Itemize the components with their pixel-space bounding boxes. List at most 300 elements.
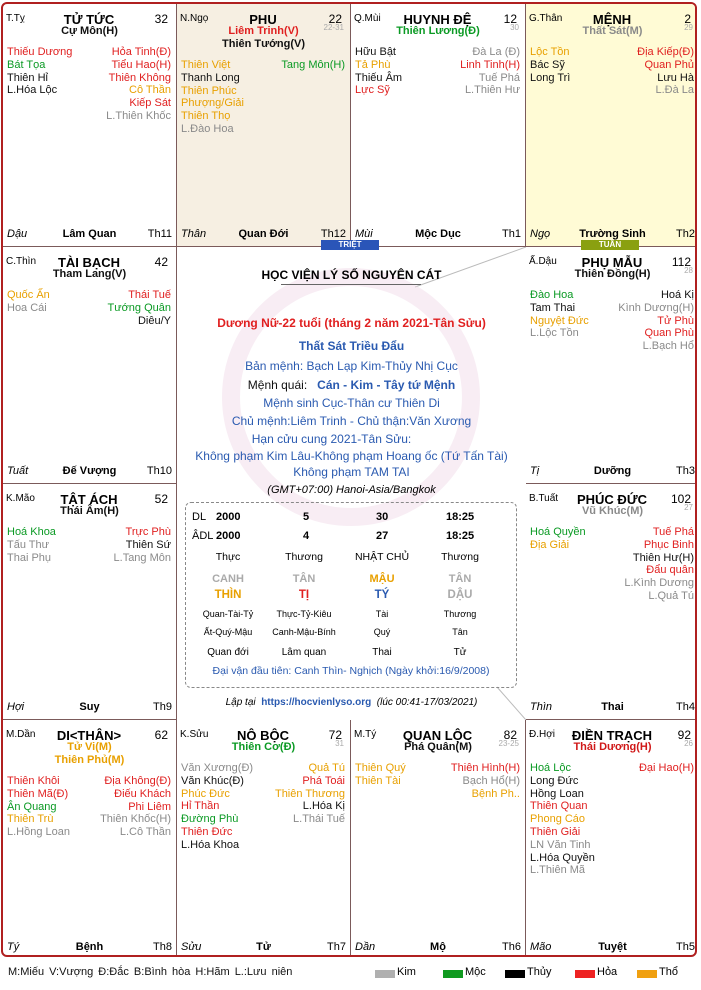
minor-star-right: Tướng Quân xyxy=(107,301,171,314)
palace-footer xyxy=(181,226,346,240)
month-label: Th4 xyxy=(676,701,695,713)
palace-di[interactable] xyxy=(3,720,177,957)
pillar-stages: Tử xyxy=(453,647,467,658)
palace-name: TÀI BẠCH xyxy=(57,255,121,270)
dl-day: 30 xyxy=(376,511,389,523)
palace-footer xyxy=(7,226,172,240)
stage-branch: Thìn xyxy=(530,701,553,713)
life-stage: Quan Đới xyxy=(238,228,289,240)
month-label: Th6 xyxy=(502,941,521,953)
pillar-hidden1: Thương xyxy=(443,609,477,619)
stage-branch: Tý xyxy=(7,941,20,953)
palace-header xyxy=(354,728,521,742)
minor-star-left: L.Hồng Loan xyxy=(7,826,70,839)
major-stars xyxy=(177,741,350,754)
palace-number: 102 xyxy=(670,492,691,506)
palace-no-boc[interactable] xyxy=(177,720,351,957)
pillar-pillars-hdr: NHẬT CHỦ xyxy=(354,551,410,563)
center-title: HỌC VIỆN LÝ SỐ NGUYÊN CÁT xyxy=(261,268,442,282)
palace-number: 22 xyxy=(328,12,342,26)
minor-star-right: Địa Kiếp(Đ) xyxy=(637,46,694,58)
palace-name: DI<THÂN> xyxy=(56,728,122,743)
stage-branch: Mùi xyxy=(355,228,373,240)
pillar-can: CANH xyxy=(212,573,244,585)
minor-star-left: Thiên Giải xyxy=(530,826,581,838)
branch-label: M.Tý xyxy=(354,729,377,740)
month-label: Th11 xyxy=(147,228,172,240)
palace-huynh-de[interactable] xyxy=(351,4,526,247)
branch-label: K.Sửu xyxy=(180,729,209,740)
branch-label: T.Tỵ xyxy=(6,13,25,24)
major-stars xyxy=(526,268,697,281)
legend-bar xyxy=(0,962,701,984)
palace-footer xyxy=(7,939,172,953)
minor-star-left: Tam Thai xyxy=(530,301,576,314)
major-star: Cự Môn(H) xyxy=(61,25,118,37)
minor-star-right: Thiên Khốc(H) xyxy=(100,813,171,826)
pillar-can: MẬU xyxy=(369,573,395,585)
dl-time: 18:25 xyxy=(446,511,475,523)
pillar-chi: DẬU xyxy=(447,589,473,601)
minor-star-left: Văn Khúc(Đ) xyxy=(181,774,244,787)
tuan-badge: TUẦN xyxy=(581,240,639,250)
minor-star-right: Phi Liêm xyxy=(128,800,171,813)
minor-star-left: L.Thiên Mã xyxy=(530,864,586,877)
minor-star-left: Lộc Tồn xyxy=(530,46,570,58)
minor-star-right: Lưu Hà xyxy=(657,71,694,84)
branch-label: N.Ngọ xyxy=(180,13,209,24)
age-range: 27 xyxy=(684,503,693,512)
palace-number: 72 xyxy=(328,728,342,742)
minor-star-left: Long Trì xyxy=(530,71,571,84)
major-stars xyxy=(351,741,525,754)
minor-star-left: Thiên Tài xyxy=(355,774,401,787)
pillar-can: TÂN xyxy=(448,573,472,585)
pillar-hidden2: Tân xyxy=(452,627,468,637)
branch-label: B.Tuất xyxy=(529,493,559,504)
minor-star-right: Thiên Thương xyxy=(274,787,345,800)
minor-star-right: Thiên Không xyxy=(108,71,171,84)
minor-star-right: L.Cô Thần xyxy=(119,826,171,839)
month-label: Th5 xyxy=(676,941,695,953)
pillar-chi: THÌN xyxy=(214,589,242,601)
palace-number: 2 xyxy=(684,12,691,26)
minor-star-left: Tấu Thư xyxy=(7,538,50,551)
palace-phu-mau[interactable] xyxy=(526,247,697,484)
minor-star-right: L.Hóa Kị xyxy=(302,800,345,813)
stage-branch: Ngọ xyxy=(530,228,551,240)
legend-swatch xyxy=(375,970,395,978)
minor-star-left: Hoá Lộc xyxy=(530,762,571,774)
minor-star-left: Hoá Khoa xyxy=(7,526,56,538)
palace-header xyxy=(529,12,695,26)
minor-star-left: L.Lộc Tồn xyxy=(530,327,579,340)
triet-badge: TRIỆT xyxy=(321,240,379,250)
minor-star-right: Bạch Hổ(H) xyxy=(462,774,520,787)
dl-label: DL xyxy=(192,511,207,523)
palace-phu[interactable] xyxy=(177,4,351,247)
pillar-hidden1: Thực-Tỷ-Kiêu xyxy=(276,609,332,619)
minor-star-right: L.Thiên Khốc xyxy=(106,110,171,122)
life-stage: Tuyệt xyxy=(598,941,627,953)
minor-star-right: Phục Binh xyxy=(643,538,694,551)
minor-star-left: Thai Phụ xyxy=(7,551,52,564)
minor-star-right: L.Kình Dương xyxy=(624,577,694,590)
footer-line xyxy=(177,697,526,708)
minor-star-right: Tuế Phá xyxy=(652,526,694,538)
month-label: Th7 xyxy=(327,941,346,953)
palace-name: QUAN LỘC xyxy=(402,728,473,743)
stage-branch: Hợi xyxy=(7,701,25,713)
lap-tai-label: Lập tại xyxy=(225,697,256,708)
minor-star-left: Văn Xương(Đ) xyxy=(181,762,254,774)
minor-star-right: L.Tang Môn xyxy=(113,551,171,564)
palace-menh[interactable] xyxy=(526,4,697,247)
palace-footer xyxy=(530,463,695,477)
palace-header xyxy=(354,12,521,26)
stage-branch: Sửu xyxy=(181,941,202,953)
minor-star-left: Long Đức xyxy=(530,774,579,787)
pillar-can: TÂN xyxy=(292,573,316,585)
minor-star-left: L.Hóa Lộc xyxy=(7,84,58,97)
palace-quan-loc[interactable] xyxy=(351,720,526,957)
major-star: Thất Sát(M) xyxy=(582,25,643,37)
minor-star-left: Thiên Quý xyxy=(355,762,406,774)
legend-label: Mộc xyxy=(465,966,486,978)
dl-year: 2000 xyxy=(216,511,241,523)
palace-name: PHỤ MẪU xyxy=(581,255,643,270)
ban-menh-line: Bản mệnh: Bạch Lạp Kim-Thủy Nhị Cục xyxy=(245,359,458,373)
major-star: Vũ Khúc(M) xyxy=(581,505,644,517)
center-panel xyxy=(177,247,526,720)
pillar-hidden2: Quý xyxy=(373,627,391,637)
month-label: Th10 xyxy=(146,465,172,477)
minor-star-right: Quả Tú xyxy=(308,762,345,774)
palace-name: TẬT ÁCH xyxy=(60,492,118,507)
minor-star-left: Thiên Phúc xyxy=(181,84,237,97)
minor-star-left: Lực Sỹ xyxy=(355,84,390,97)
palace-number: 32 xyxy=(154,12,168,26)
minor-star-left: Quốc Ấn xyxy=(7,289,50,301)
stage-branch: Thân xyxy=(181,228,207,240)
minor-star-left: L.Hóa Khoa xyxy=(181,838,240,851)
month-label: Th8 xyxy=(153,941,172,953)
minor-star-right: Quan Phù xyxy=(644,327,694,340)
palace-header xyxy=(6,255,172,269)
minor-star-left: Hoá Quyền xyxy=(530,526,586,538)
month-label: Th9 xyxy=(153,701,172,713)
major-star: Thiên Cơ(Đ) xyxy=(231,741,296,753)
age-range: 26 xyxy=(684,739,693,748)
legend-swatch xyxy=(575,970,595,978)
pillar-stages: Quan đới xyxy=(207,647,249,658)
major-stars xyxy=(526,25,697,38)
branch-label: Ấ.Dậu xyxy=(529,256,557,267)
palace-footer xyxy=(530,699,695,713)
minor-star-left: Thiên Quan xyxy=(530,800,588,813)
pillar-pillars-hdr: Thực xyxy=(215,551,241,563)
palace-name: NÔ BỘC xyxy=(237,728,289,743)
legend-label: Thủy xyxy=(527,966,552,978)
minor-star-left: Thiên Hỉ xyxy=(7,71,48,84)
life-stage: Tử xyxy=(256,941,271,953)
stage-branch: Mão xyxy=(530,941,552,953)
minor-star-left: Tả Phù xyxy=(355,58,391,71)
created-time: (lúc 00:41-17/03/2021) xyxy=(376,697,478,708)
major-stars xyxy=(3,268,176,281)
menh-quai-line xyxy=(177,378,526,392)
palace-footer xyxy=(530,226,695,240)
major-star: Tử Vi(M) xyxy=(67,741,112,753)
branch-label: Q.Mùi xyxy=(354,13,381,24)
major-star: Tham Lang(V) xyxy=(52,268,127,280)
palace-header xyxy=(180,728,346,742)
minor-star-left: Bát Tọa xyxy=(7,58,46,71)
month-label: Th12 xyxy=(320,228,346,240)
palace-footer xyxy=(355,226,521,240)
four-pillars xyxy=(186,551,516,661)
major-star: Thiên Lương(Đ) xyxy=(396,25,480,37)
dl-month: 5 xyxy=(303,511,310,523)
month-label: Th2 xyxy=(676,228,695,240)
minor-star-left: Phúc Đức xyxy=(181,787,230,800)
menh-quai-value: Cán - Kim - Tây tứ Mệnh xyxy=(317,378,456,392)
major-stars xyxy=(351,25,525,38)
han-cuu-cung-line: Hạn cửu cung 2021-Tân Sửu: xyxy=(251,432,412,446)
major-star: Thái Âm(H) xyxy=(60,505,119,517)
adl-month: 4 xyxy=(303,530,310,542)
palace-footer xyxy=(181,939,346,953)
chu-menh-line: Chủ mệnh:Liêm Trinh - Chủ thận:Văn Xương xyxy=(231,414,472,428)
minor-star-right: Cô Thần xyxy=(129,84,171,97)
palace-header xyxy=(529,255,695,269)
life-stage: Trường Sinh xyxy=(579,228,646,240)
adl-day: 27 xyxy=(376,530,389,542)
legend-swatch xyxy=(505,970,525,978)
minor-star-left: Địa Giải xyxy=(530,538,570,551)
palace-footer xyxy=(7,463,172,477)
major-star: Thiên Phủ(M) xyxy=(54,754,125,766)
pillar-hidden2: Ất-Quý-Mậu xyxy=(203,627,253,637)
legend-abbr: M:Miếu V:Vượng Đ:Đắc B:Bình hòa H:Hãm L.:Lưu niên xyxy=(8,966,293,978)
minor-star-left: Hoa Cái xyxy=(7,301,47,314)
minor-star-left: Bác Sỹ xyxy=(530,58,565,71)
month-label: Th3 xyxy=(676,465,695,477)
minor-star-right: Phá Toái xyxy=(302,774,345,787)
minor-star-right: Kiếp Sát xyxy=(129,97,171,110)
branch-label: K.Mão xyxy=(6,493,35,504)
life-stage: Lâm Quan xyxy=(62,228,117,240)
major-star: Thiên Tướng(V) xyxy=(222,38,305,50)
palace-tu-tuc[interactable] xyxy=(3,4,177,247)
minor-star-right: Đẩu quân xyxy=(646,564,694,577)
minor-star-left: Thiên Thọ xyxy=(181,110,231,123)
palace-header xyxy=(180,12,346,26)
major-stars xyxy=(526,505,697,518)
minor-star-right: L.Bạch Hổ xyxy=(642,340,694,353)
palace-header xyxy=(529,492,695,506)
month-label: Th1 xyxy=(502,228,521,240)
minor-star-right: Linh Tinh(H) xyxy=(460,58,520,71)
pillar-stages: Lâm quan xyxy=(281,647,327,658)
pillar-pillars-hdr: Thương xyxy=(441,551,479,563)
palace-number: 12 xyxy=(503,12,517,26)
minor-star-right: Tuế Phá xyxy=(478,71,520,84)
palace-name: MỆNH xyxy=(592,12,632,27)
minor-star-right: Quan Phủ xyxy=(644,58,694,71)
minor-star-right: Điếu Khách xyxy=(114,787,171,800)
minor-star-left: Ân Quang xyxy=(7,800,57,813)
palace-tai-bach[interactable] xyxy=(3,247,177,484)
minor-star-left: Hỉ Thần xyxy=(181,800,220,813)
life-stage: Suy xyxy=(79,701,100,713)
age-range: 23-25 xyxy=(498,739,519,748)
palace-header xyxy=(529,728,695,742)
subject-line: Dương Nữ-22 tuổi (tháng 2 năm 2021-Tân Sửu) xyxy=(217,316,486,330)
palace-header xyxy=(6,492,172,506)
palace-number: 62 xyxy=(154,728,168,742)
tam-tai-line: Không phạm TAM TAI xyxy=(293,465,410,479)
minor-star-left: Thiên Việt xyxy=(181,59,231,71)
minor-star-left: Phượng/Giải xyxy=(181,97,244,110)
minor-star-left: Đào Hoa xyxy=(530,289,574,301)
minor-star-right: Diêu/Y xyxy=(137,314,171,327)
minor-star-left: Thiên Mã(Đ) xyxy=(7,787,69,800)
minor-star-left: Phong Cáo xyxy=(530,813,586,826)
palace-name: PHÚC ĐỨC xyxy=(576,492,647,507)
minor-star-right: Bệnh Ph.. xyxy=(471,787,520,800)
major-stars xyxy=(526,741,697,754)
minor-star-right: Kình Dương(H) xyxy=(618,301,694,314)
major-stars xyxy=(177,25,350,51)
palace-number: 82 xyxy=(503,728,517,742)
palace-header xyxy=(6,728,172,742)
adl-label: ÂDL xyxy=(192,530,214,542)
minor-star-right: Hoá Kị xyxy=(660,289,694,301)
age-range: 29 xyxy=(684,23,693,32)
legend-swatch xyxy=(443,970,463,978)
dai-van-line: Đại vận đầu tiên: Canh Thìn- Nghịch (Ngày khởi:16/9/2008) xyxy=(212,665,490,677)
age-range: 30 xyxy=(510,23,519,32)
timezone-line: (GMT+07:00) Hanoi-Asia/Bangkok xyxy=(267,484,436,496)
legend-label: Kim xyxy=(397,966,416,978)
life-stage: Mộ xyxy=(430,941,446,953)
palace-name: ĐIỀN TRẠCH xyxy=(571,728,653,743)
palace-header xyxy=(6,12,172,26)
kim-lau-line: Không phạm Kim Lâu-Không phạm Hoang ốc (Tứ Tấn Tài) xyxy=(195,449,508,463)
chart-grid xyxy=(1,2,697,957)
major-star: Thiên Đồng(H) xyxy=(574,268,651,280)
major-stars xyxy=(3,505,176,518)
palace-phuc-duc[interactable] xyxy=(526,484,697,720)
legend-label: Hỏa xyxy=(597,966,618,978)
minor-star-left: Thiếu Âm xyxy=(355,71,403,84)
palace-footer xyxy=(7,699,172,713)
stage-branch: Dậu xyxy=(7,228,28,240)
pillars-box xyxy=(185,502,517,688)
major-stars xyxy=(3,741,176,767)
minor-star-right: Thiên Hình(H) xyxy=(450,762,520,774)
major-star: Phá Quân(M) xyxy=(404,741,472,753)
minor-star-left: Hữu Bật xyxy=(355,46,396,58)
stage-branch: Tuất xyxy=(7,465,29,477)
palace-number: 52 xyxy=(154,492,168,506)
star-line: Thất Sát Triều Đẩu xyxy=(298,339,405,353)
menh-sinh-line: Mệnh sinh Cục-Thân cư Thiên Di xyxy=(263,396,440,410)
minor-star-left: Hồng Loan xyxy=(530,787,584,800)
palace-tat-ach[interactable] xyxy=(3,484,177,720)
title-underline xyxy=(281,284,421,285)
life-stage: Dưỡng xyxy=(593,465,632,477)
minor-star-left: Thiên Đức xyxy=(181,826,233,838)
minor-star-left: Đường Phù xyxy=(181,813,239,826)
pillar-chi: TÝ xyxy=(374,589,390,601)
branch-label: G.Thân xyxy=(529,13,563,24)
minor-star-right: Thiên Hư(H) xyxy=(632,551,694,564)
minor-star-right: Địa Không(Đ) xyxy=(104,775,171,787)
minor-star-right: Tang Môn(H) xyxy=(281,59,345,71)
site-link[interactable]: https://hocvienlyso.org xyxy=(261,697,372,708)
life-stage: Thai xyxy=(601,701,624,713)
palace-name: TỬ TỨC xyxy=(63,12,115,27)
branch-label: Đ.Hợi xyxy=(529,729,556,740)
minor-star-right: Tiểu Hao(H) xyxy=(111,58,171,71)
legend-swatch xyxy=(637,970,657,978)
minor-star-right: L.Quả Tú xyxy=(648,590,694,602)
pillar-chi: TỊ xyxy=(298,589,310,601)
legend-label: Thổ xyxy=(659,966,678,978)
palace-number: 92 xyxy=(677,728,691,742)
minor-star-left: L.Hóa Quyền xyxy=(530,851,595,864)
pillar-stages: Thai xyxy=(372,647,392,658)
palace-dien-trach[interactable] xyxy=(526,720,697,957)
branch-label: M.Dần xyxy=(6,729,36,740)
menh-quai-label: Mệnh quái: xyxy=(247,378,308,392)
minor-star-left: Thiên Khôi xyxy=(7,775,60,787)
minor-star-right: Thái Tuế xyxy=(128,289,171,301)
palace-name: PHU xyxy=(249,12,277,27)
life-stage: Bệnh xyxy=(75,941,104,953)
minor-star-right: L.Đà La xyxy=(655,84,694,97)
minor-star-right: Đà La (Đ) xyxy=(472,46,520,58)
minor-star-right: L.Thiên Hư xyxy=(464,84,520,97)
minor-star-left: Nguyệt Đức xyxy=(530,314,589,327)
minor-star-left: Thiên Trù xyxy=(7,813,54,826)
stage-branch: Tị xyxy=(530,465,540,477)
life-stage: Đế Vượng xyxy=(62,465,117,477)
minor-star-left: Thiếu Dương xyxy=(7,46,73,58)
age-range: 22-31 xyxy=(323,23,344,32)
palace-name: HUYNH ĐỆ xyxy=(403,12,472,27)
palace-footer xyxy=(530,939,695,953)
major-star: Liêm Trinh(V) xyxy=(228,25,299,37)
adl-year: 2000 xyxy=(216,530,241,542)
pillar-pillars-hdr: Thương xyxy=(285,551,323,563)
branch-label: C.Thìn xyxy=(6,256,37,267)
palace-number: 42 xyxy=(154,255,168,269)
minor-star-left: LN Văn Tinh xyxy=(530,838,591,851)
stage-branch: Dần xyxy=(355,941,376,953)
minor-star-left: L.Đào Hoa xyxy=(181,123,234,135)
life-stage: Mộc Dục xyxy=(415,228,461,240)
minor-star-right: Đại Hao(H) xyxy=(638,762,694,774)
adl-time: 18:25 xyxy=(446,530,475,542)
pillar-hidden1: Quan-Tài-Tỷ xyxy=(202,609,254,619)
minor-star-right: Tử Phù xyxy=(657,314,694,327)
pillar-hidden2: Canh-Mậu-Bính xyxy=(272,627,336,637)
minor-star-right: Thiên Sứ xyxy=(125,538,171,551)
minor-star-right: L.Thái Tuế xyxy=(293,813,345,826)
